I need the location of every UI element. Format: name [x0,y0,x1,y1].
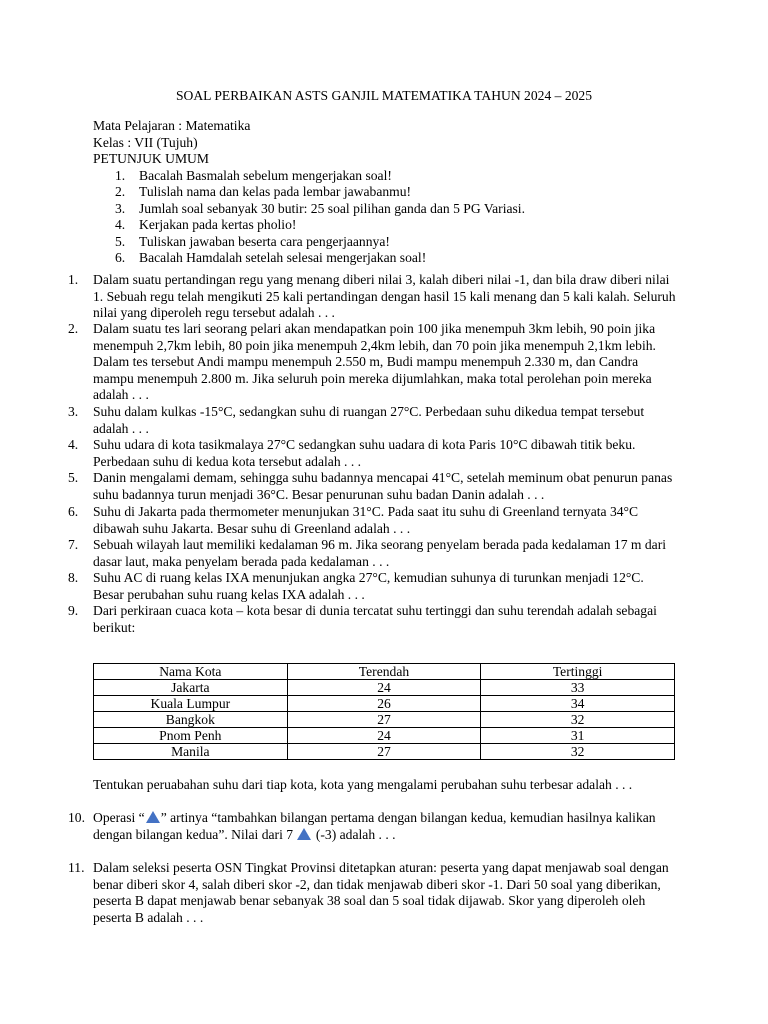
document-title: SOAL PERBAIKAN ASTS GANJIL MATEMATIKA TAHUN 2024 – 2025 [175,88,593,103]
table-cell: Pnom Penh [94,728,288,744]
table-cell: 31 [481,728,675,744]
table-cell: Bangkok [94,712,288,728]
table-cell: 27 [287,712,481,728]
instruction-item: 5. Tuliskan jawaban beserta cara pengerjaannya! [115,233,390,249]
table-header-row [94,664,675,680]
question-5: 5. Danin mengalami demam, sehingga suhu badannya mencapai 41°C, setelah meminum obat penurun panas suhu badannya turun menjadi 36°C. Besar penurunan suhu badan Danin adalah . . . [68,470,673,502]
table-cell: 24 [287,680,481,696]
instructions-list [93,168,693,267]
question-4: 4. Suhu udara di kota tasikmalaya 27°C sedangkan suhu uadara di kota Paris 10°C dibawah titik beku. Perbedaan suhu di kedua kota tersebut adalah . . . [68,437,636,469]
question-10: 10. Operasi “ ” artinya “tambahkan bilangan pertama dengan bilangan kedua, kemudian hasilnya kalikan dengan bilangan kedua”. Nilai dari 7 (-3) adalah . . . [68,810,656,842]
header-block [93,118,693,267]
question-3: 3. Suhu dalam kulkas -15°C, sedangkan suhu di ruangan 27°C. Perbedaan suhu dikedua tempat tersebut adalah . . . [68,404,645,436]
question-9: 9. Dari perkiraan cuaca kota – kota besar di dunia tercatat suhu tertinggi dan suhu terendah adalah sebagai berikut: [68,603,657,635]
table-row [94,744,675,760]
table-cell: 32 [481,712,675,728]
table-cell: 24 [287,728,481,744]
table-row [94,712,675,728]
table-cell: Kuala Lumpur [94,696,288,712]
table-cell: Manila [94,744,288,760]
triangle-operator-icon [146,811,160,823]
table-row [94,680,675,696]
table-cell: 32 [481,744,675,760]
instruction-item: 1. Bacalah Basmalah sebelum mengerjakan soal! [115,167,392,183]
instruction-item: 6. Bacalah Hamdalah setelah selesai mengerjakan soal! [115,250,427,265]
question-6: 6. Suhu di Jakarta pada thermometer menunjukan 31°C. Pada saat itu suhu di Greenland ternyata 34°C dibawah suhu Jakarta. Besar suhu di Greenland adalah . . . [68,504,639,536]
table-cell: 33 [481,680,675,696]
temperature-table [93,663,675,760]
question-7: 7. Sebuah wilayah laut memiliki kedalaman 96 m. Jika seorang penyelam berada pada kedalaman 17 m dari dasar laut, maka penyelam berada pada kedalaman . . . [68,537,667,569]
triangle-operator-icon [297,828,311,840]
column-header: Terendah [287,664,481,680]
column-header: Nama Kota [94,664,288,680]
instruction-item: 4. Kerjakan pada kertas pholio! [115,217,297,232]
table-cell: 27 [287,744,481,760]
table-cell: 34 [481,696,675,712]
instruction-item: 2. Tulislah nama dan kelas pada lembar jawabanmu! [115,184,412,199]
class-line: Kelas : VII (Tujuh) [93,134,198,150]
table-row [94,728,675,744]
question-8: 8. Suhu AC di ruang kelas IXA menunjukan angka 27°C, kemudian suhunya di turunkan menjadi 12°C. Besar perubahan suhu ruang kelas IXA adalah . . . [68,570,644,602]
question-9-followup: Tentukan peruabahan suhu dari tiap kota, kota yang mengalami perubahan suhu terbesar adalah . . . [93,777,633,792]
column-header: Tertinggi [481,664,675,680]
general-instructions-label: PETUNJUK UMUM [93,151,209,166]
question-1: 1. Dalam suatu pertandingan regu yang menang diberi nilai 3, kalah diberi nilai -1, dan bila draw diberi nilai 1. Sebuah regu telah mengikuti 25 kali pertandingan dengan hasil 15 kali menang dan 5 kali kalah. Seluruh nilai yang diperoleh regu tersebut adalah . . . [68,272,676,320]
question-2: 2. Dalam suatu tes lari seorang pelari akan mendapatkan poin 100 jika menempuh 3km lebih, 90 poin jika menempuh 2,7km lebih, 80 poin jika menempuh 2,4km lebih, dan 70 poin jika menempuh 2,1km lebih. Dalam tes tersebut Andi mampu menempuh 2.550 m, Budi mampu menempuh 2.330 m, dan Candra mampu menempuh 2.800 m. Jika seluruh poin mereka dijumlahkan, maka total perolehan poin mereka adalah . . . [68,321,656,402]
subject-line: Mata Pelajaran : Matematika [93,118,251,133]
table-cell: 26 [287,696,481,712]
question-11: 11. Dalam seleksi peserta OSN Tingkat Provinsi ditetapkan aturan: peserta yang dapat menjawab soal dengan benar diberi skor 4, salah diberi skor -2, dan tidak menjawab diberi skor -1. Dari 50 soal yang diberikan, peserta B dapat menjawab benar sebanyak 38 soal dan 5 soal tidak dijawab. Skor yang diperoleh oleh peserta B adalah . . . [68,860,669,925]
table-cell: Jakarta [94,680,288,696]
instruction-item: 3. Jumlah soal sebanyak 30 butir: 25 soal pilihan ganda dan 5 PG Variasi. [115,200,525,216]
table-row [94,696,675,712]
